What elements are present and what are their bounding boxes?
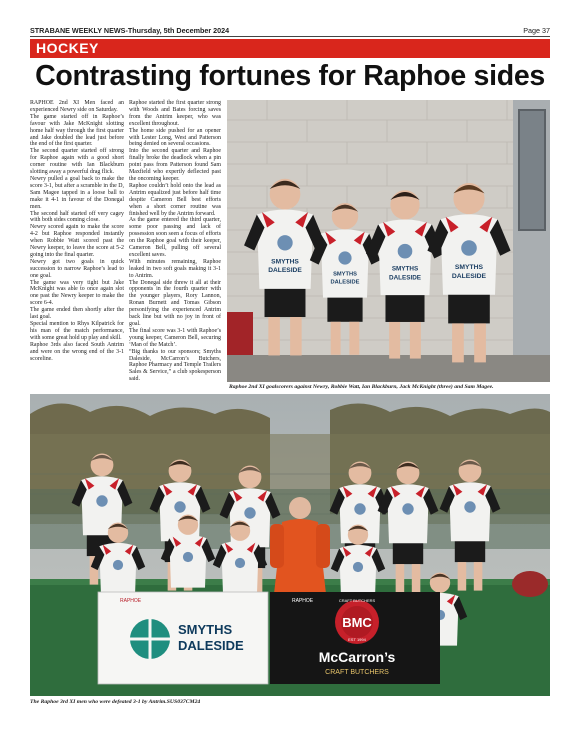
article-paragraph: RAPHOE 2nd XI Men faced an experienced Newry side on Saturday. — [30, 100, 124, 113]
banner-arc: CRAFT BUTCHERS — [338, 598, 376, 603]
shirt-sponsor-text: DALESIDE — [389, 274, 421, 282]
article-paragraph: As the game entered the third quarter, some poor passing and lack of possession soon seen a focus of efforts on the Raphoe goal with their keeper, Cameron Bell, pulling off several excellent saves. — [129, 217, 221, 258]
goalscorers-photo — [227, 100, 550, 382]
article-paragraph: Newry got two goals in quick succession to narrow Raphoe’s lead to one goal. — [30, 258, 124, 279]
banner-bmc: BMC — [342, 615, 372, 630]
article-paragraph: The Donegal side threw it all at their opponents in the fourth quarter with the younger players, Rory Lannon, Ronan Burnett and Tomas Gibson personifying the experienced Antrim back line but with no joy in front of goal. — [129, 279, 221, 327]
section-banner — [30, 39, 550, 58]
page-number: Page 37 — [523, 26, 550, 35]
article-paragraph: The home side pushed for an opener with Lester Long, West and Patterson being denied on several occasions. — [129, 127, 221, 148]
article-paragraph: Newry pulled a goal back to make the score 3-1, but after a scramble in the D, Sam Magee tapped in a loose ball to make it 4-1 in favour of the Donegal men. — [30, 175, 124, 210]
article-paragraph: The game was very tight but Jake McKnight was able to once again slot one past the Newry keeper to make the score 6-4. — [30, 279, 124, 307]
shirt-sponsor-text: DALESIDE — [268, 267, 302, 275]
sponsor-banner-left — [98, 592, 268, 684]
banner-right-club: RAPHOE — [292, 598, 314, 604]
team-photo-caption: The Raphoe 3rd XI men who were defeated 3-1 by Antrim.SUS037CM24 — [30, 699, 201, 705]
banner-smyths: SMYTHS — [178, 622, 233, 637]
banner-daleside: DALESIDE — [178, 638, 244, 653]
article-paragraph: The game ended then shortly after the last goal. — [30, 307, 124, 321]
article-paragraph: Raphoe couldn’t hold onto the lead as Antrim equalized just before half time despite Cameron Bell best efforts when a short corner routine was finished well by the Antrim forward. — [129, 182, 221, 217]
team-photo — [30, 394, 550, 696]
header-rule — [30, 36, 550, 37]
shirt-sponsor-text: DALESIDE — [451, 272, 487, 280]
running-head — [30, 23, 550, 37]
article-paragraph: The second half started off very cagey with both sides coming close. — [30, 210, 124, 224]
headline: Contrasting fortunes for Raphoe sides — [35, 60, 545, 92]
shirt-sponsor-text: DALESIDE — [330, 279, 360, 286]
goalscorers-caption: Raphoe 2nd XI goalscorers against Newry, Robbie Watt, Ian Blackburn, Jack McKnight (three) and Sam Magee. — [229, 384, 494, 390]
shirt-sponsor-text: SMYTHS — [454, 263, 484, 271]
article-paragraph: The game started off in Raphoe’s favour with Jake McKnight slotting home half way through the first quarter and Jake doubled the lead just before the end of the first quarter. — [30, 113, 124, 148]
article-paragraph: The second quarter started off strong for Raphoe again with a good short corner routine with Ian Blackburn slotting away a powerful drag flick. — [30, 148, 124, 176]
banner-est: EST 1994 — [348, 637, 366, 642]
banner-craft-butchers: CRAFT BUTCHERS — [325, 669, 389, 676]
shirt-sponsor-text: SMYTHS — [333, 271, 357, 278]
shirt-sponsor-text: SMYTHS — [271, 258, 299, 266]
article-paragraph: “Big thanks to our sponsors; Smyths Daleside, McCarron’s Butchers, Raphoe Pharmacy and Temple Trailers Sales & Service,” a club spokesperson said. — [129, 348, 221, 383]
article-paragraph: Into the second quarter and Raphoe finally broke the deadlock when a pin point pass from Patterson found Sam Maxfield who expertly deflected past the oncoming keeper. — [129, 148, 221, 182]
article-paragraph: The final score was 3-1 with Raphoe’s young keeper, Cameron Bell, securing ‘Man of the Match’. — [129, 327, 221, 348]
banner-left-club: RAPHOE — [120, 598, 142, 604]
banner-mccarrons: McCarron’s — [318, 649, 396, 665]
team-photo-art — [30, 394, 550, 696]
article-paragraph: Raphoe 3rds also faced South Antrim and were on the wrong end of the 3-1 scoreline. — [30, 341, 124, 362]
article-paragraph: With minutes remaining, Raphoe leaked in two soft goals making it 3-1 to Antrim. — [129, 258, 221, 279]
article-paragraph: Raphoe started the first quarter strong with Woods and Bates forcing saves from the Antrim keeper, who was excellent throughout. — [129, 100, 221, 127]
shirt-sponsor-text: SMYTHS — [391, 265, 419, 273]
sponsor-banner-right — [270, 592, 440, 684]
article-column-2 — [129, 100, 221, 383]
article-paragraph: Special mention to Rhys Kilpatrick for his man of the match performance, with some great hold up play and skill. — [30, 321, 124, 341]
article-column-1 — [30, 100, 124, 362]
publication-date-line: STRABANE WEEKLY NEWS-Thursday, 5th December 2024 — [30, 26, 230, 35]
section-label: HOCKEY — [36, 40, 99, 56]
article-paragraph: Newry scored again to make the score 4-2 but Raphoe responded instantly when Robbie Watt scored past the Newry keeper, to leave the score at 5-2 going into the final quarter. — [30, 224, 124, 258]
goalscorers-photo-art — [227, 100, 550, 382]
